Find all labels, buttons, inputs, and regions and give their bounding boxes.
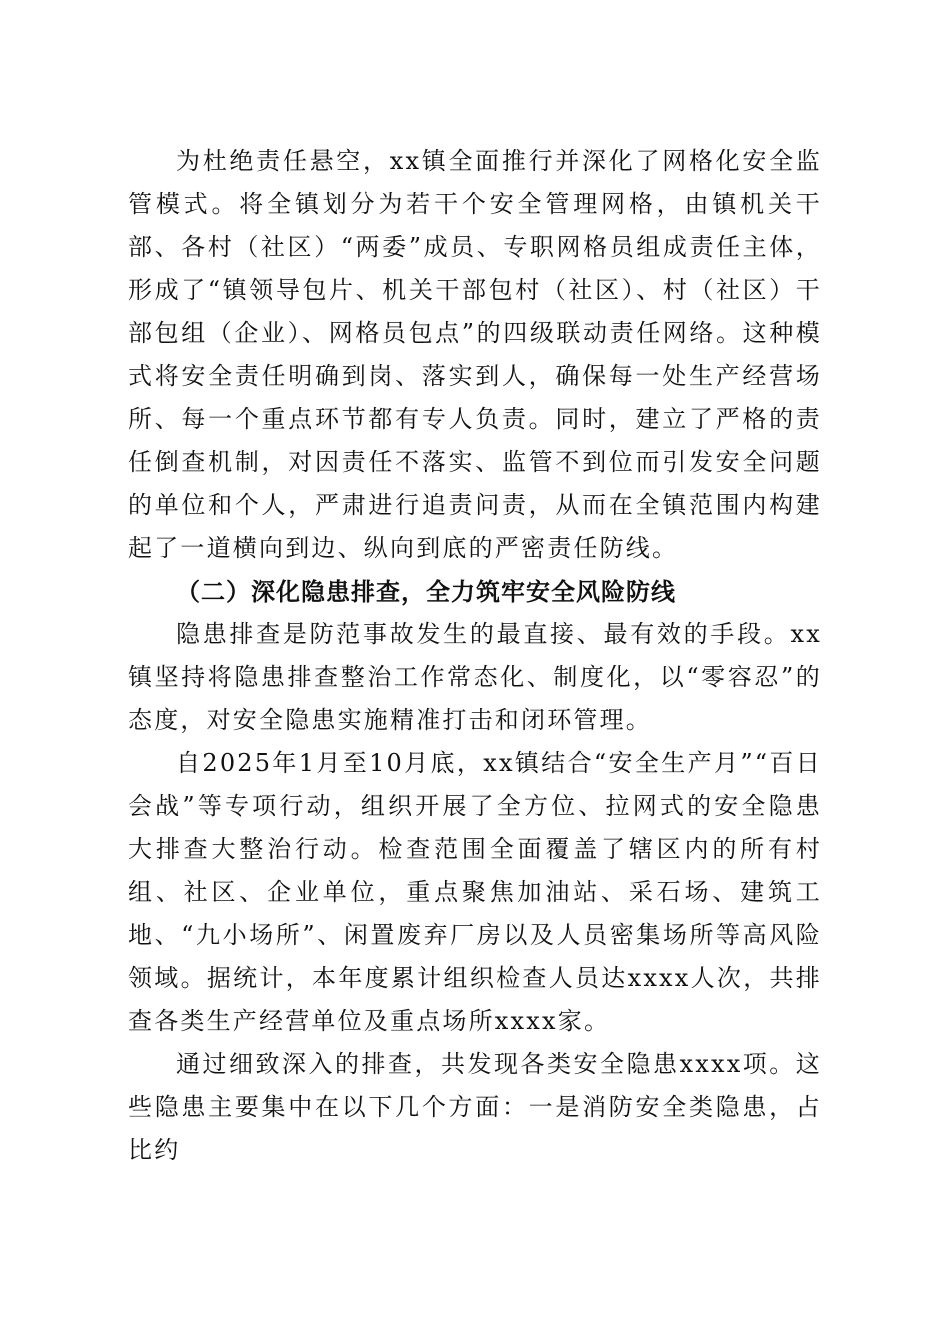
paragraph-inspection-campaign: 自2025年1月至10月底，xx镇结合“安全生产月”“百日会战”等专项行动，组织开展了全方位、拉网式的安全隐患大排查大整治行动。检查范围全面覆盖了辖区内的所有村组、社区、企业单位，重点聚焦加油站、采石场、建筑工地、“九小场所”、闲置废弃厂房以及人员密集场所等高风险领域。据统计，本年度累计组织检查人员达xxxx人次，共排查各类生产经营单位及重点场所xxxx家。 bbox=[128, 749, 822, 1035]
paragraph-hazard-findings: 通过细致深入的排查，共发现各类安全隐患xxxx项。这些隐患主要集中在以下几个方面：一是消防安全类隐患，占比约 bbox=[128, 1050, 822, 1164]
paragraph-grid-supervision: 为杜绝责任悬空，xx镇全面推行并深化了网格化安全监管模式。将全镇划分为若干个安全管理网格，由镇机关干部、各村（社区）“两委”成员、专职网格员组成责任主体，形成了“镇领导包片、机关干部包村（社区）、村（社区）干部包组（企业）、网格员包点”的四级联动责任网络。这种模式将安全责任明确到岗、落实到人，确保每一处生产经营场所、每一个重点环节都有专人负责。同时，建立了严格的责任倒查机制，对因责任不落实、监管不到位而引发安全问题的单位和个人，严肃进行追责问责，从而在全镇范围内构建起了一道横向到边、纵向到底的严密责任防线。 bbox=[128, 147, 822, 562]
document-body bbox=[128, 140, 822, 1172]
section-heading-hazard-inspection: （二）深化隐患排查，全力筑牢安全风险防线 bbox=[176, 577, 676, 606]
paragraph-hazard-intro: 隐患排查是防范事故发生的最直接、最有效的手段。xx镇坚持将隐患排查整治工作常态化、制度化，以“零容忍”的态度，对安全隐患实施精准打击和闭环管理。 bbox=[128, 620, 822, 734]
